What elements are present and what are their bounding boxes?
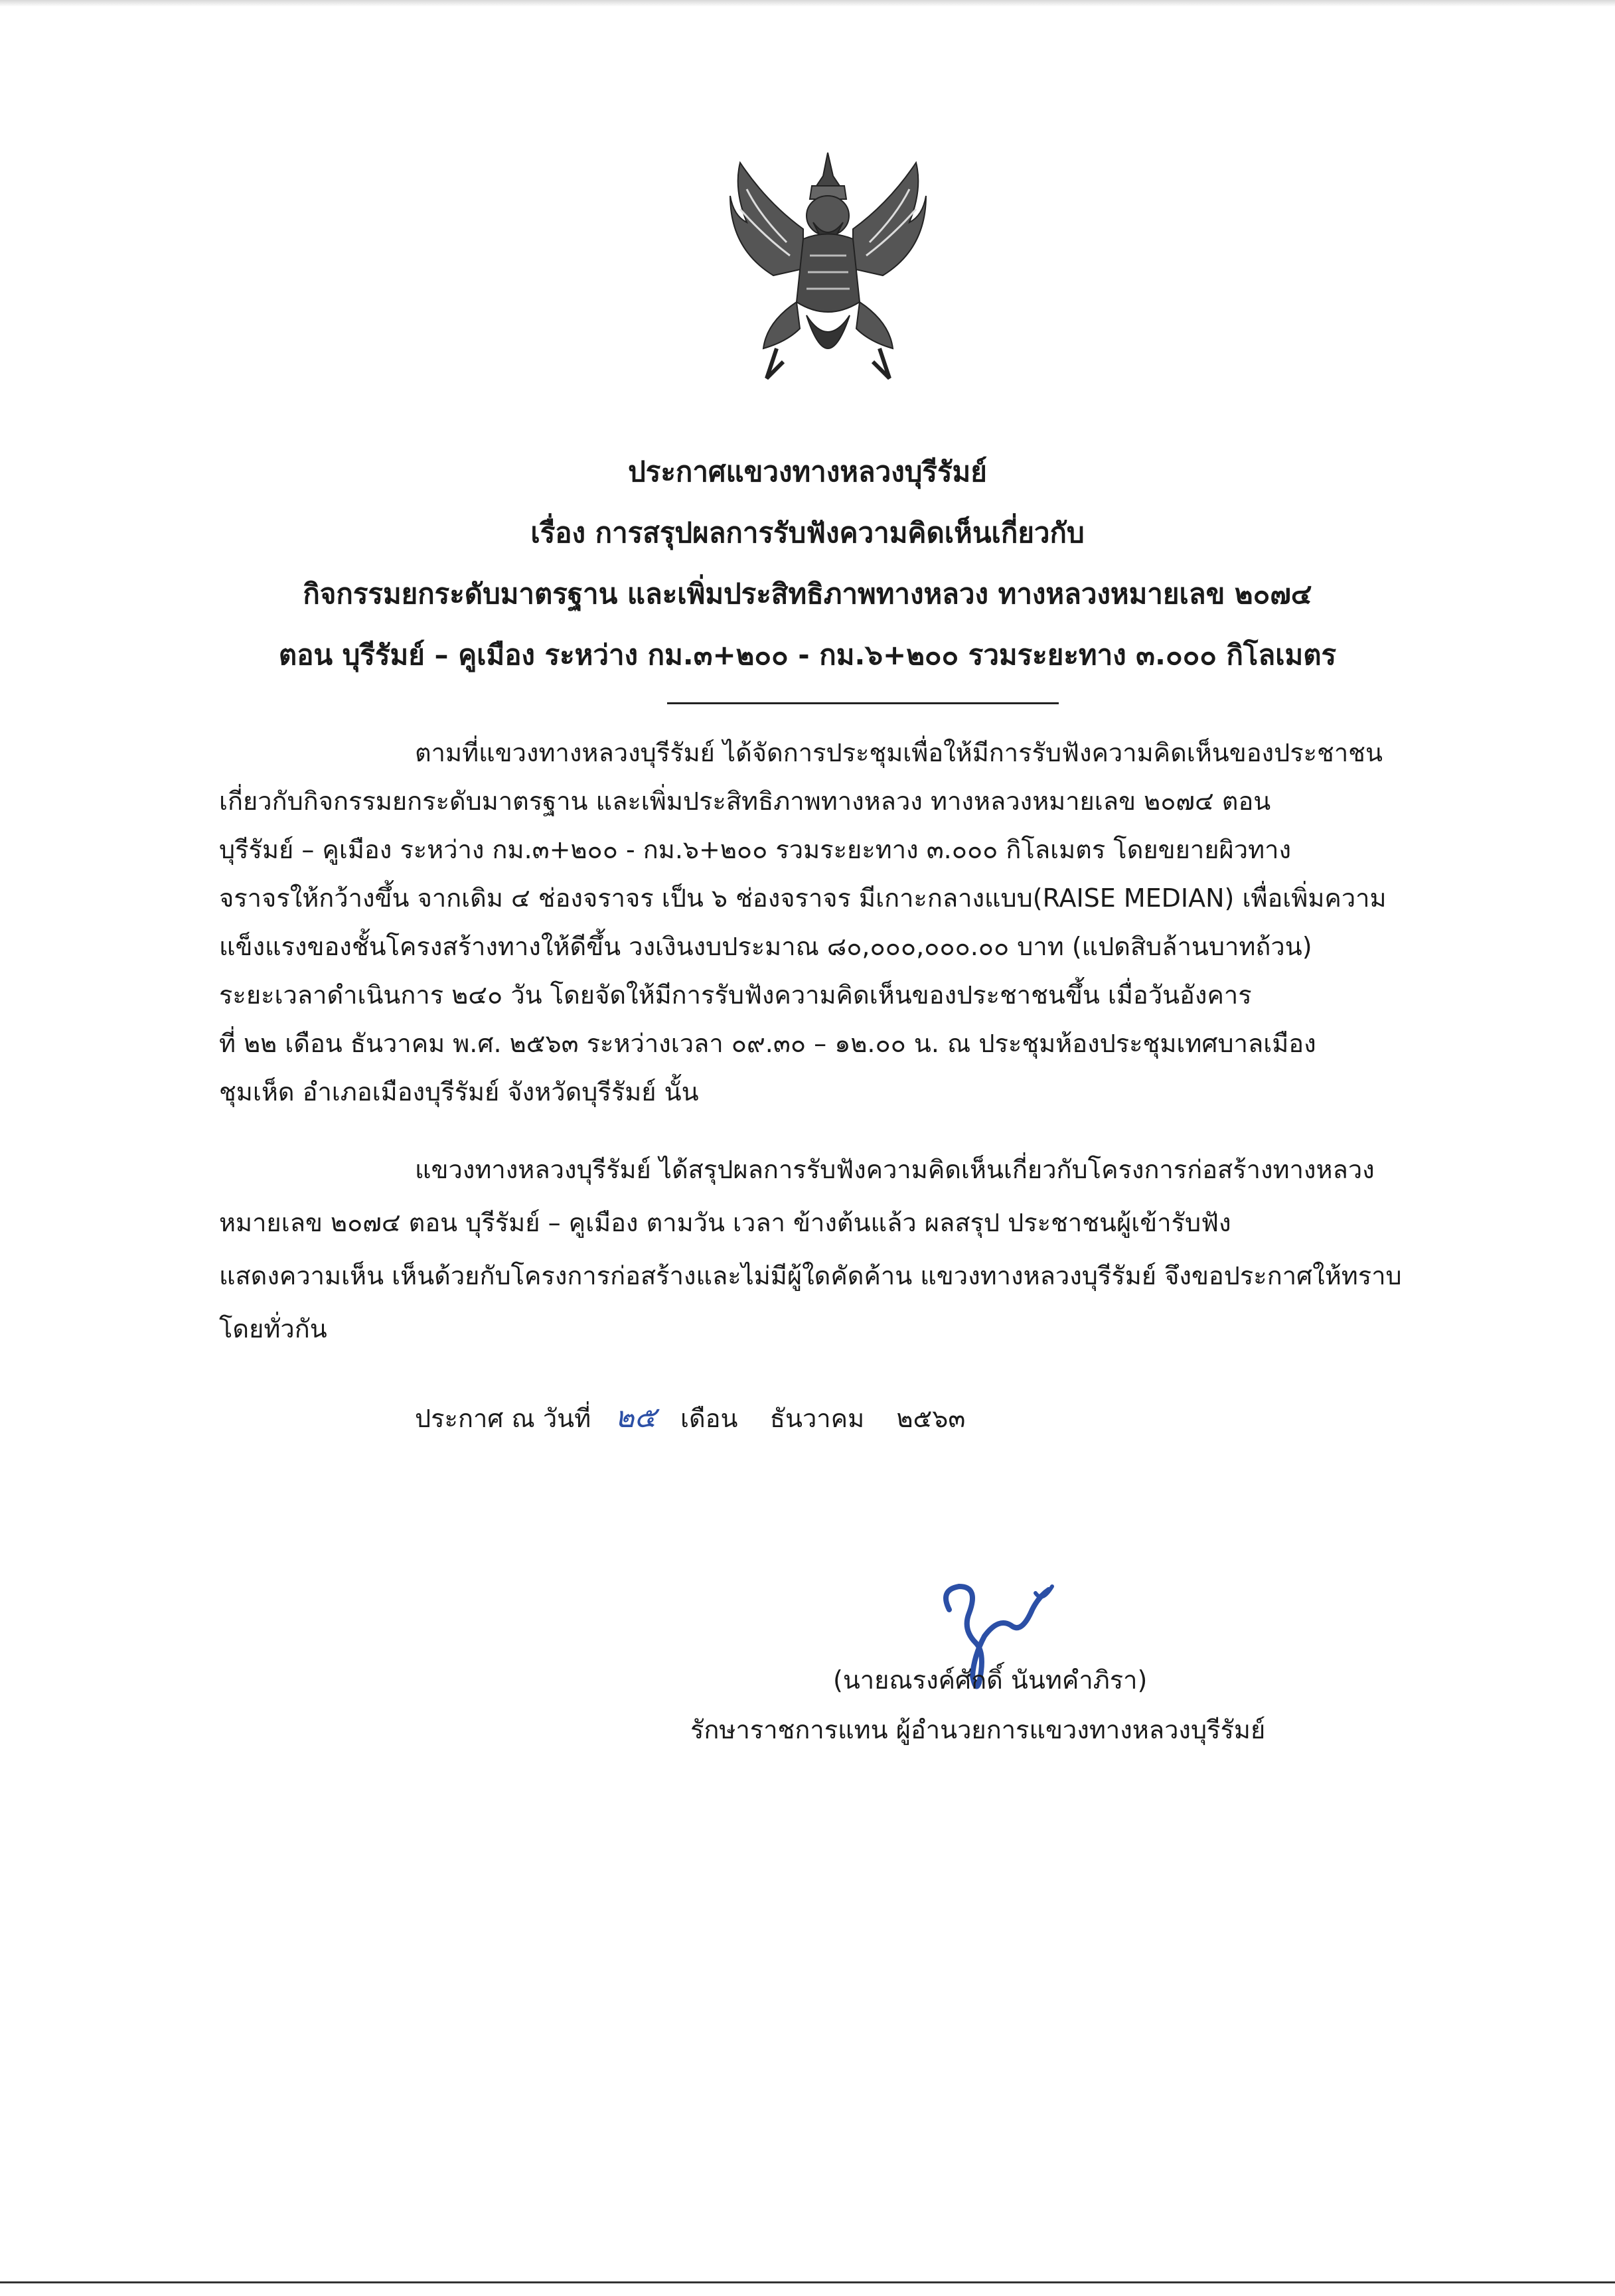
paragraph-2-line: หมายเลข ๒๐๗๔ ตอน บุรีรัมย์ – คูเมือง ตามวัน เวลา ข้างต้นแล้ว ผลสรุป ประชาชนผู้เข้ารับฟัง (219, 1208, 1231, 1237)
paragraph-2-line: โดยทั่วกัน (219, 1314, 327, 1343)
paragraph-1-line: แข็งแรงของชั้นโครงสร้างทางให้ดีขึ้น วงเงินงบประมาณ ๘๐,๐๐๐,๐๐๐.๐๐ บาท (แปดสิบล้านบาทถ้วน) (219, 932, 1312, 961)
paragraph-2-line: แสดงความเห็น เห็นด้วยกับโครงการก่อสร้างและไม่มีผู้ใดคัดค้าน แขวงทางหลวงบุรีรัมย์ จึงขอประกาศให้ทราบ (219, 1261, 1402, 1290)
garuda-emblem-icon (727, 149, 929, 382)
title-line-1: ประกาศแขวงทางหลวงบุรีรัมย์ (628, 455, 987, 488)
announcement-date (415, 1394, 965, 1440)
paragraph-1 (219, 729, 1467, 1116)
paragraph-2 (219, 1143, 1467, 1355)
announcement-title (133, 441, 1482, 686)
paragraph-2-line: แขวงทางหลวงบุรีรัมย์ ได้สรุปผลการรับฟังความคิดเห็นเกี่ยวกับโครงการก่อสร้างทางหลวง (415, 1155, 1375, 1184)
title-line-2: เรื่อง การสรุปผลการรับฟังความคิดเห็นเกี่ยวกับ (530, 516, 1085, 549)
title-line-4: ตอน บุรีรัมย์ – คูเมือง ระหว่าง กม.๓+๒๐๐ - กม.๖+๒๐๐ รวมระยะทาง ๓.๐๐๐ กิโลเมตร (278, 639, 1337, 671)
title-line-3: กิจกรรมยกระดับมาตรฐาน และเพิ่มประสิทธิภาพทางหลวง ทางหลวงหมายเลข ๒๐๗๔ (303, 577, 1312, 610)
paragraph-1-line: ที่ ๒๒ เดือน ธันวาคม พ.ศ. ๒๕๖๓ ระหว่างเวลา ๐๙.๓๐ – ๑๒.๐๐ น. ณ ประชุมห้องประชุมเทศบาลเมือง (219, 1029, 1316, 1058)
date-month-label: เดือน (680, 1404, 738, 1433)
paragraph-1-line: บุรีรัมย์ – คูเมือง ระหว่าง กม.๓+๒๐๐ - กม.๖+๒๐๐ รวมระยะทาง ๓.๐๐๐ กิโลเมตร โดยขยายผิวทาง (219, 835, 1292, 864)
date-day-handwritten: ๒๕ (615, 1401, 656, 1434)
date-prefix: ประกาศ ณ วันที่ (415, 1404, 591, 1433)
scan-bottom-edge (0, 2281, 1615, 2283)
signer-name: (นายณรงค์ศักดิ์ นันทคำภิรา) (833, 1665, 1148, 1695)
date-month: ธันวาคม (769, 1404, 865, 1433)
paragraph-1-line: ชุมเห็ด อำเภอเมืองบุรีรัมย์ จังหวัดบุรีรัมย์ นั้น (219, 1077, 699, 1107)
date-year: ๒๕๖๓ (896, 1404, 966, 1433)
scan-top-edge (0, 0, 1615, 7)
signer-title: รักษาราชการแทน ผู้อำนวยการแขวงทางหลวงบุรีรัมย์ (690, 1715, 1266, 1744)
paragraph-1-line: เกี่ยวกับกิจกรรมยกระดับมาตรฐาน และเพิ่มประสิทธิภาพทางหลวง ทางหลวงหมายเลข ๒๐๗๔ ตอน (219, 787, 1271, 816)
paragraph-1-line: ตามที่แขวงทางหลวงบุรีรัมย์ ได้จัดการประชุมเพื่อให้มีการรับฟังความคิดเห็นของประชาชน (415, 738, 1383, 767)
paragraph-1-line: ระยะเวลาดำเนินการ ๒๔๐ วัน โดยจัดให้มีการรับฟังความคิดเห็นของประชาชนขึ้น เมื่อวันอังคาร (219, 980, 1252, 1010)
title-divider (667, 702, 1059, 704)
paragraph-1-line: จราจรให้กว้างขึ้น จากเดิม ๔ ช่องจราจร เป็น ๖ ช่องจราจร มีเกาะกลางแบบ(RAISE MEDIAN) เพื่อเพิ่มความ (219, 883, 1387, 913)
